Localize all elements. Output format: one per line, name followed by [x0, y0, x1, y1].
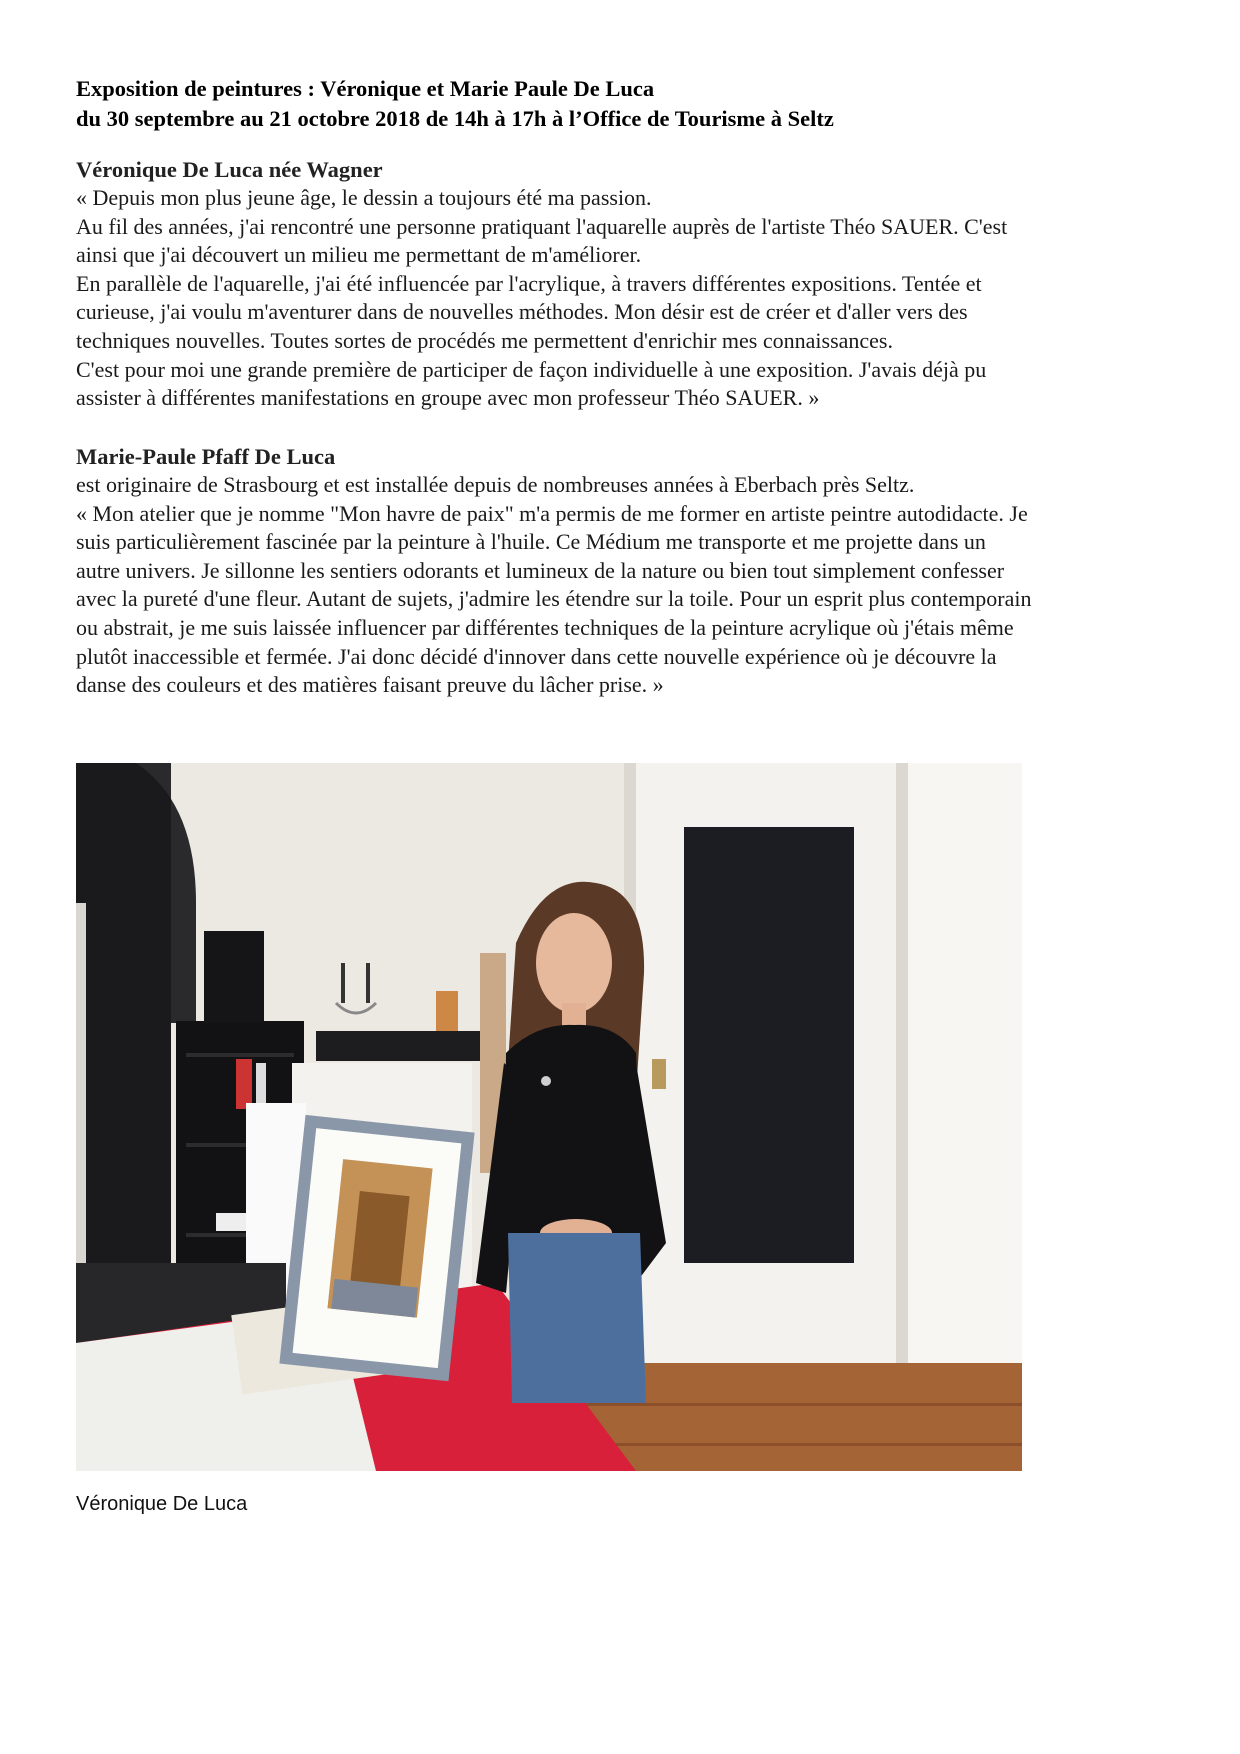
- statement-line: est originaire de Strasbourg et est installée depuis de nombreuses années à Eberbach près Seltz.: [76, 472, 915, 497]
- artist-statement: [76, 184, 1186, 413]
- exhibition-dates: du 30 septembre au 21 octobre 2018 de 14h à 17h à l’Office de Tourisme à Seltz: [76, 106, 834, 131]
- statement-line: danse des couleurs et des matières faisant preuve du lâcher prise. »: [76, 672, 664, 698]
- statement-line: avec la pureté d'une fleur. Autant de sujets, j'admire les étendre sur la toile. Pour un esprit plus contemporain: [76, 586, 1032, 612]
- statement-line: ainsi que j'ai découvert un milieu me permettant de m'améliorer.: [76, 242, 642, 268]
- statement-line: assister à différentes manifestations en groupe avec mon professeur Théo SAUER. »: [76, 385, 820, 411]
- framed-watercolor: [279, 1115, 474, 1381]
- statement-line: « Depuis mon plus jeune âge, le dessin a toujours été ma passion.: [76, 185, 652, 210]
- artist-section-veronique: [76, 155, 1186, 413]
- jeans: [508, 1233, 646, 1403]
- statement-line: suis particulièrement fascinée par la peinture à l'huile. Ce Médium me transporte et me projette dans un: [76, 529, 986, 555]
- artist-photo: [76, 763, 1022, 1471]
- statement-line: techniques nouvelles. Toutes sortes de procédés me permettent d'enrichir mes connaissances.: [76, 327, 893, 353]
- statement-line: ou abstrait, je me suis laissée influencer par différentes techniques de la peinture acrylique où j'étais même: [76, 614, 1014, 640]
- statement-line: plutôt inaccessible et fermée. J'ai donc décidé d'innover dans cette nouvelle expérience où je découvre la: [76, 643, 997, 669]
- statement-line: autre univers. Je sillonne les sentiers odorants et lumineux de la nature ou bien tout simplement confesser: [76, 557, 1005, 583]
- statement-line: C'est pour moi une grande première de participer de façon individuelle à une exposition. J'avais déjà pu: [76, 356, 987, 382]
- artist-name-heading: Véronique De Luca née Wagner: [76, 157, 383, 182]
- statement-line: Au fil des années, j'ai rencontré une personne pratiquant l'aquarelle auprès de l'artiste Théo SAUER. C'est: [76, 213, 1008, 239]
- photo-caption: Véronique De Luca: [76, 1493, 248, 1515]
- statement-line: En parallèle de l'aquarelle, j'ai été influencée par l'acrylique, à travers différentes expositions. Tentée et: [76, 270, 982, 296]
- statement-line: curieuse, j'ai voulu m'aventurer dans de nouvelles méthodes. Mon désir est de créer et d'aller vers des: [76, 299, 968, 325]
- artist-statement: [76, 471, 1186, 700]
- exhibition-title: Exposition de peintures : Véronique et Marie Paule De Luca: [76, 76, 655, 101]
- document-header: [76, 74, 1176, 134]
- artist-section-marie-paule: [76, 442, 1186, 700]
- speaker: [204, 931, 264, 1023]
- artist-name-heading: Marie-Paule Pfaff De Luca: [76, 444, 336, 469]
- statement-line: « Mon atelier que je nomme "Mon havre de paix" m'a permis de me former en artiste peintre autodidacte. Je: [76, 500, 1028, 526]
- door-panel: [684, 827, 854, 1263]
